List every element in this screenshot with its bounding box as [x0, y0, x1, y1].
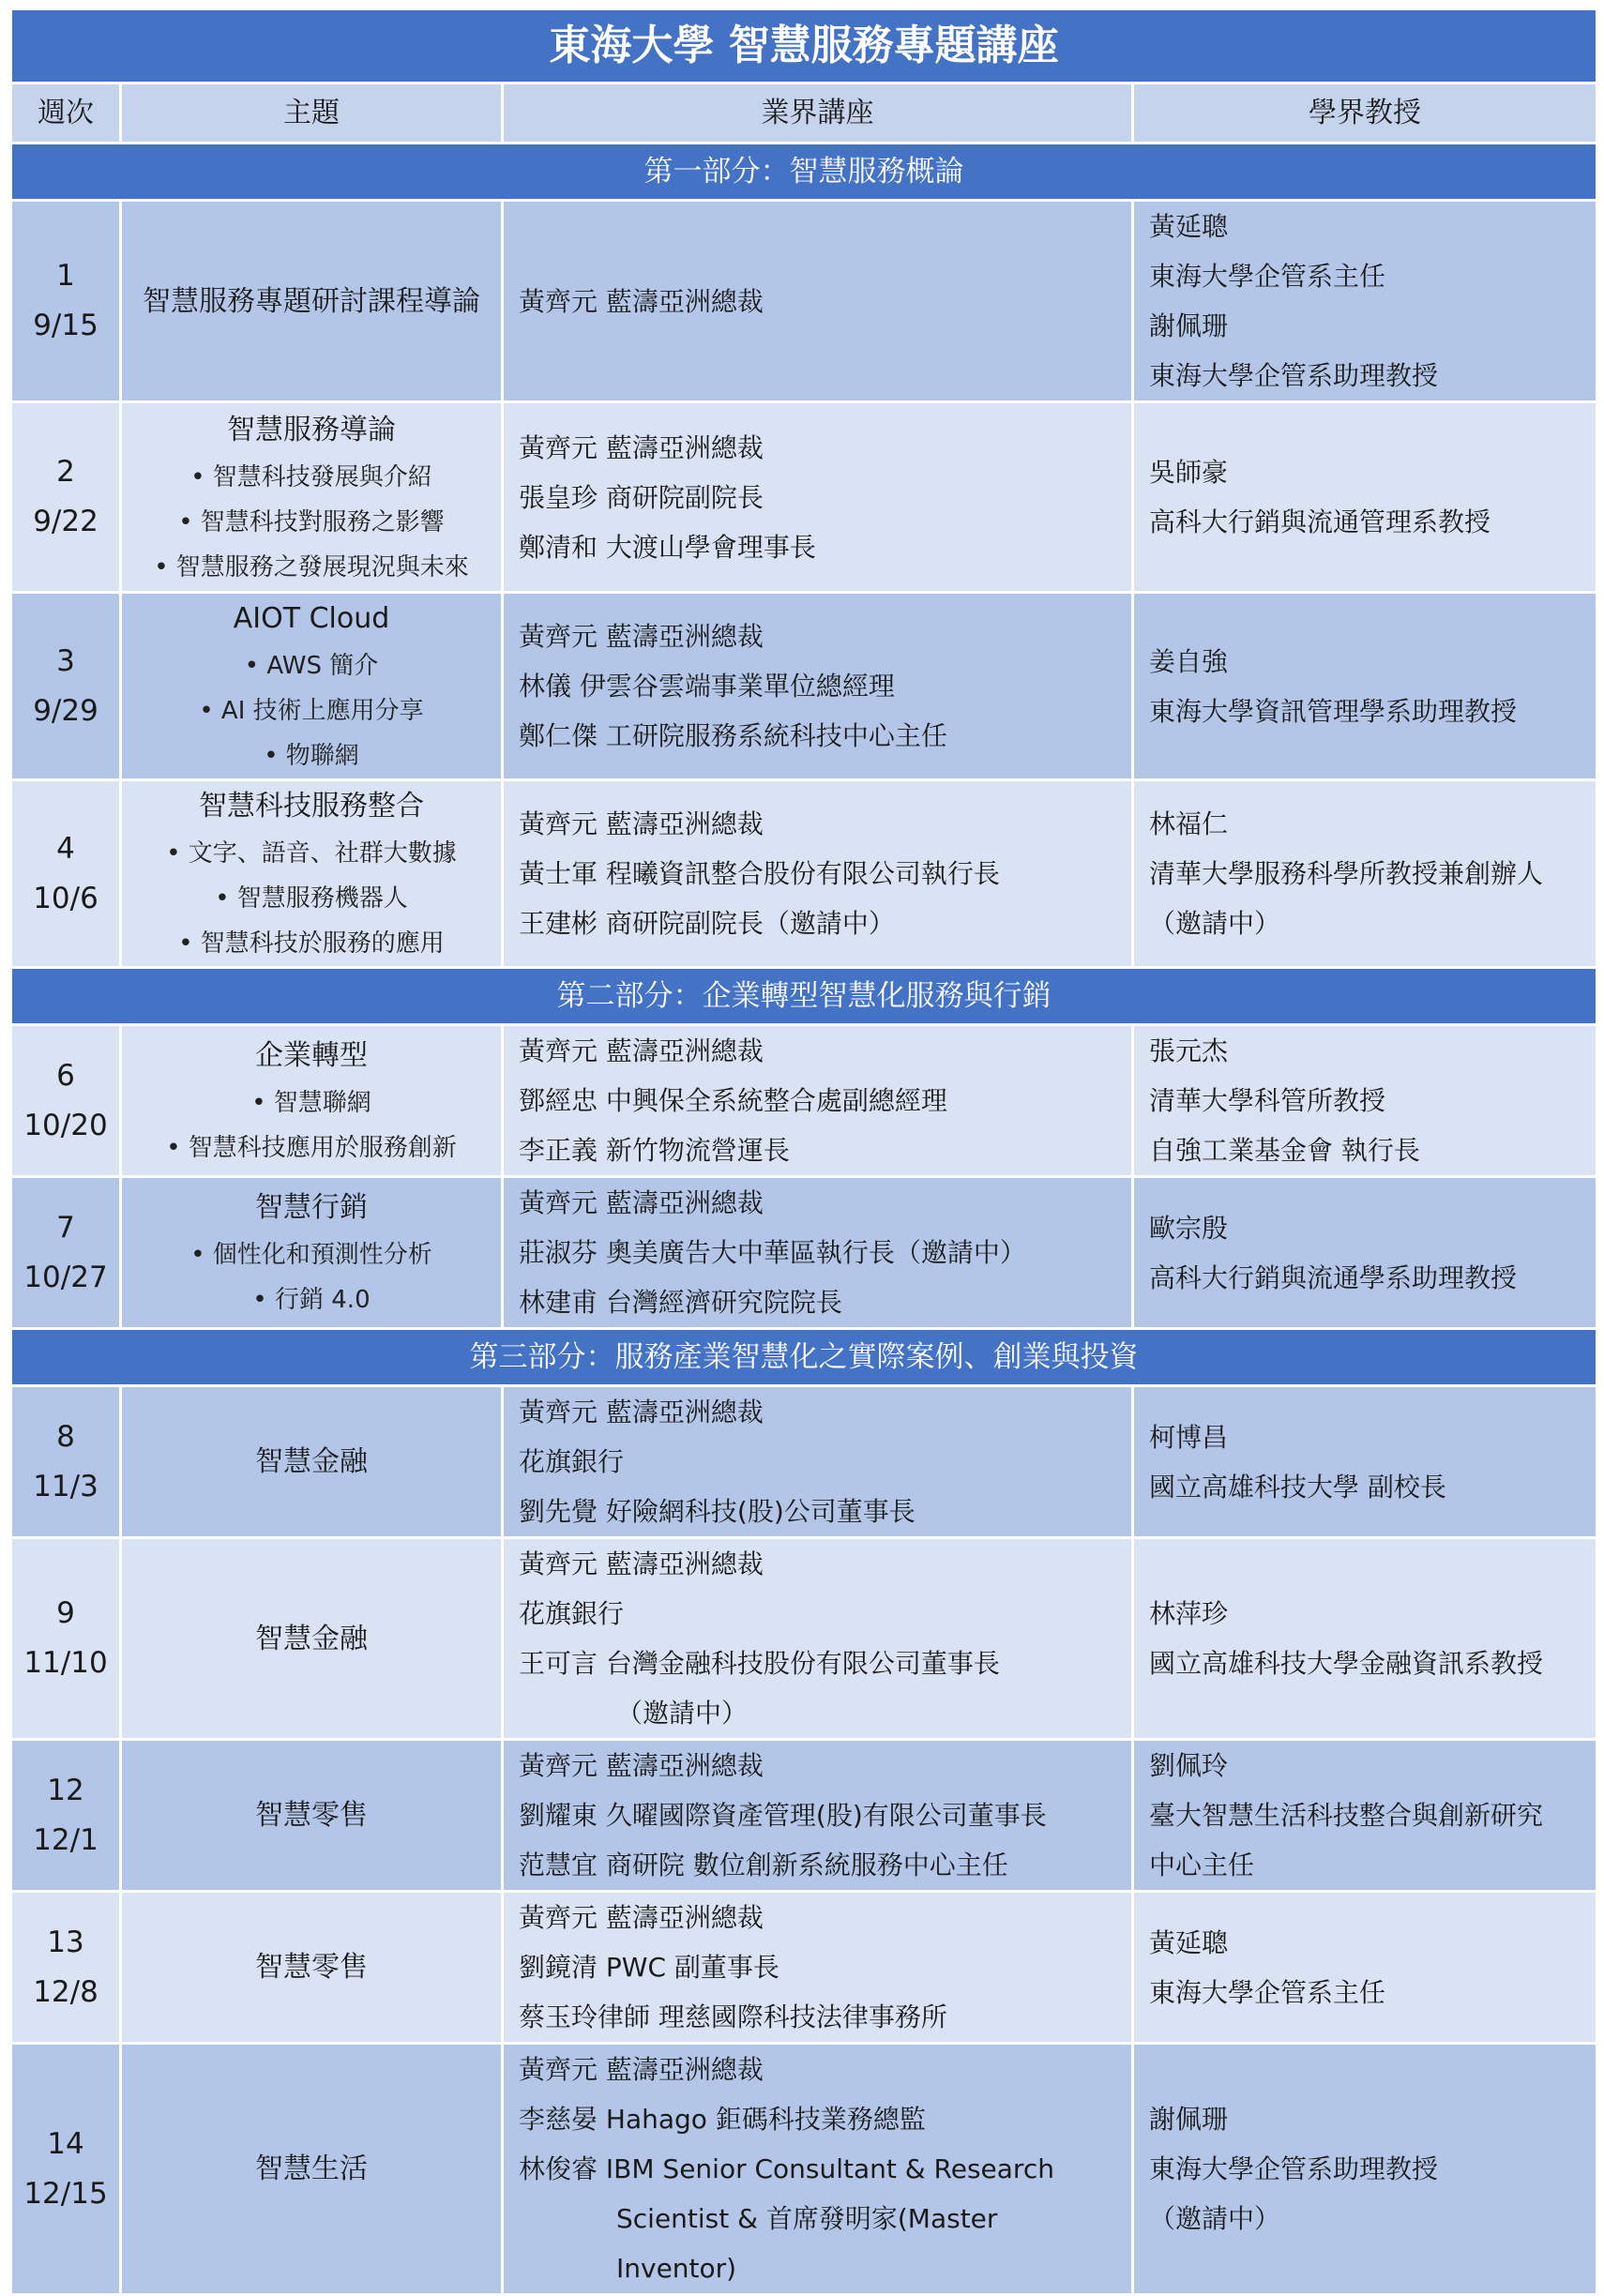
table-row	[11, 593, 1597, 780]
academic-cell	[1133, 402, 1597, 593]
week-date: 10/6	[33, 881, 98, 915]
academic-line: 黃延聰	[1149, 1926, 1229, 1958]
week-number: 12	[47, 1773, 84, 1807]
table-row	[11, 1177, 1597, 1329]
table-row	[11, 1025, 1597, 1177]
academic-line: 黃延聰	[1149, 211, 1229, 242]
table-row	[11, 1892, 1597, 2044]
topic-bullet: • 智慧科技對服務之影響	[178, 507, 445, 536]
academic-line: 清華大學科管所教授	[1149, 1085, 1386, 1116]
industry-cell	[503, 1892, 1133, 2044]
academic-cell	[1133, 1386, 1597, 1538]
industry-line: 黃齊元 藍濤亞洲總裁	[519, 1397, 764, 1427]
schedule-table	[9, 8, 1598, 2296]
week-date: 10/20	[23, 1108, 108, 1142]
table-row	[11, 1740, 1597, 1892]
academic-cell	[1133, 593, 1597, 780]
industry-cell	[503, 402, 1133, 593]
section-row	[11, 144, 1597, 201]
topic-title: 智慧零售	[255, 1951, 368, 1984]
week-date: 9/22	[33, 505, 98, 538]
topic-cell	[121, 2044, 503, 2295]
academic-cell	[1133, 1177, 1597, 1329]
week-cell	[11, 1892, 121, 2044]
week-number: 9	[56, 1596, 75, 1630]
week-cell	[11, 1740, 121, 1892]
academic-cell	[1133, 780, 1597, 968]
topic-cell	[121, 402, 503, 593]
academic-line: 歐宗殷	[1149, 1212, 1229, 1244]
industry-line: 王可言 台灣金融科技股份有限公司董事長	[519, 1648, 1000, 1679]
topic-bullet: • 智慧科技於服務的應用	[178, 929, 445, 958]
academic-line: 姜自強	[1149, 645, 1229, 677]
header-industry: 業界講座	[503, 83, 1133, 144]
week-number: 14	[47, 2126, 84, 2161]
industry-cell	[503, 1025, 1133, 1177]
academic-line: 東海大學企管系主任	[1149, 261, 1386, 292]
academic-line: 張元杰	[1149, 1035, 1229, 1066]
topic-cell	[121, 1740, 503, 1892]
page-title: 東海大學 智慧服務專題講座	[11, 9, 1597, 83]
topic-cell	[121, 1025, 503, 1177]
table-row	[11, 780, 1597, 968]
topic-title: 智慧行銷	[255, 1191, 368, 1224]
industry-line: 黃齊元 藍濤亞洲總裁	[519, 1035, 764, 1066]
week-number: 8	[56, 1419, 75, 1454]
industry-line: 黃齊元 藍濤亞洲總裁	[519, 431, 764, 463]
week-date: 12/8	[33, 1974, 98, 2009]
topic-bullet: • AI 技術上應用分享	[199, 697, 424, 725]
topic-title: 智慧零售	[255, 1799, 368, 1832]
academic-line: 自強工業基金會 執行長	[1149, 1135, 1420, 1166]
academic-line: 柯博昌	[1149, 1421, 1229, 1453]
academic-cell	[1133, 201, 1597, 402]
week-cell	[11, 593, 121, 780]
topic-bullet: • 智慧科技發展與介紹	[190, 462, 432, 491]
table-row	[11, 2044, 1597, 2295]
section-title: 第三部分：服務產業智慧化之實際案例、創業與投資	[11, 1329, 1597, 1386]
section-row	[11, 968, 1597, 1025]
academic-line: 東海大學企管系助理教授	[1149, 2153, 1439, 2184]
industry-line: 劉鏡清 PWC 副董事長	[519, 1952, 779, 1983]
academic-line: 臺大智慧生活科技整合與創新研究	[1149, 1800, 1544, 1831]
table-row	[11, 201, 1597, 402]
industry-line: 黃士軍 程曦資訊整合股份有限公司執行長	[519, 858, 1000, 889]
academic-line: 林萍珍	[1149, 1598, 1229, 1629]
schedule-document	[9, 8, 1596, 2296]
week-cell	[11, 201, 121, 402]
week-cell	[11, 1386, 121, 1538]
industry-line: 鄭清和 大渡山學會理事長	[519, 531, 816, 563]
industry-line: 王建彬 商研院副院長（邀請中）	[519, 908, 895, 939]
academic-cell	[1133, 1538, 1597, 1740]
topic-title: 智慧服務導論	[227, 413, 396, 446]
week-date: 11/10	[23, 1646, 108, 1680]
table-row	[11, 1538, 1597, 1740]
week-date: 12/1	[33, 1822, 98, 1857]
academic-line: 東海大學資訊管理學系助理教授	[1149, 695, 1518, 727]
week-date: 11/3	[33, 1469, 98, 1503]
industry-line: 劉耀東 久曜國際資產管理(股)有限公司董事長	[519, 1800, 1047, 1831]
topic-title: 企業轉型	[255, 1039, 368, 1072]
industry-line: 鄧經忠 中興保全系統整合處副總經理	[519, 1085, 947, 1116]
header-week: 週次	[11, 83, 121, 144]
academic-line: 高科大行銷與流通管理系教授	[1149, 506, 1491, 537]
industry-cell	[503, 201, 1133, 402]
week-cell	[11, 780, 121, 968]
week-cell	[11, 402, 121, 593]
section-row	[11, 1329, 1597, 1386]
industry-line: 黃齊元 藍濤亞洲總裁	[519, 808, 764, 839]
academic-line: 東海大學企管系助理教授	[1149, 360, 1439, 391]
industry-line: 黃齊元 藍濤亞洲總裁	[519, 2054, 764, 2085]
industry-line: 李慈晏 Hahago 鉅碼科技業務總監	[519, 2104, 926, 2135]
industry-cell	[503, 780, 1133, 968]
header-topic: 主題	[121, 83, 503, 144]
week-number: 7	[56, 1210, 75, 1245]
industry-line: 黃齊元 藍濤亞洲總裁	[519, 1548, 764, 1579]
week-number: 6	[56, 1058, 75, 1093]
industry-line: Inventor)	[616, 2253, 737, 2284]
industry-line: 范慧宜 商研院 數位創新系統服務中心主任	[519, 1850, 1008, 1881]
academic-line: 吳師豪	[1149, 457, 1229, 488]
industry-line: 花旗銀行	[519, 1598, 625, 1629]
industry-line: 黃齊元 藍濤亞洲總裁	[519, 285, 764, 317]
industry-line: （邀請中）	[616, 1698, 749, 1729]
section-title: 第一部分：智慧服務概論	[11, 144, 1597, 201]
week-number: 4	[56, 831, 75, 866]
academic-line: 國立高雄科技大學 副校長	[1149, 1471, 1446, 1503]
topic-bullet: • 智慧科技應用於服務創新	[166, 1134, 457, 1162]
topic-title: 智慧金融	[255, 1622, 368, 1655]
topic-title: 智慧服務專題研討課程導論	[143, 284, 480, 318]
industry-cell	[503, 1177, 1133, 1329]
section-title: 第二部分：企業轉型智慧化服務與行銷	[11, 968, 1597, 1025]
topic-cell	[121, 593, 503, 780]
week-date: 10/27	[23, 1260, 108, 1294]
academic-cell	[1133, 1025, 1597, 1177]
topic-title: 智慧科技服務整合	[199, 790, 424, 823]
week-cell	[11, 2044, 121, 2295]
week-date: 12/15	[23, 2176, 108, 2211]
week-cell	[11, 1025, 121, 1177]
industry-line: 鄭仁傑 工研院服務系統科技中心主任	[519, 720, 947, 751]
academic-line: 高科大行銷與流通學系助理教授	[1149, 1261, 1518, 1293]
industry-line: 林儀 伊雲谷雲端事業單位總經理	[519, 671, 895, 702]
academic-cell	[1133, 1892, 1597, 2044]
academic-line: 東海大學企管系主任	[1149, 1976, 1386, 2008]
industry-line: 莊淑芬 奧美廣告大中華區執行長（邀請中）	[519, 1237, 1026, 1268]
topic-cell	[121, 1177, 503, 1329]
topic-cell	[121, 780, 503, 968]
academic-line: 謝佩珊	[1149, 2104, 1229, 2135]
industry-cell	[503, 1386, 1133, 1538]
topic-cell	[121, 1892, 503, 2044]
week-date: 9/15	[33, 309, 98, 342]
topic-title: AIOT Cloud	[233, 602, 390, 635]
topic-title: 智慧金融	[255, 1445, 368, 1478]
industry-line: 黃齊元 藍濤亞洲總裁	[519, 1187, 764, 1218]
academic-line: 劉佩玲	[1149, 1750, 1229, 1781]
academic-cell	[1133, 1740, 1597, 1892]
week-cell	[11, 1177, 121, 1329]
topic-bullet: • 個性化和預測性分析	[190, 1241, 432, 1269]
table-row	[11, 402, 1597, 593]
academic-line: 中心主任	[1149, 1850, 1255, 1881]
industry-cell	[503, 2044, 1133, 2295]
topic-bullet: • AWS 簡介	[244, 652, 379, 680]
topic-bullet: • 智慧服務之發展現況與未來	[154, 552, 469, 582]
industry-line: 黃齊元 藍濤亞洲總裁	[519, 1902, 764, 1933]
topic-bullet: • 智慧服務機器人	[215, 884, 408, 913]
topic-cell	[121, 1538, 503, 1740]
industry-line: 張皇珍 商研院副院長	[519, 481, 764, 513]
academic-cell	[1133, 2044, 1597, 2295]
industry-cell	[503, 593, 1133, 780]
academic-line: 國立高雄科技大學金融資訊系教授	[1149, 1648, 1544, 1679]
industry-line: Scientist & 首席發明家(Master	[616, 2203, 998, 2234]
industry-line: 黃齊元 藍濤亞洲總裁	[519, 1750, 764, 1781]
academic-line: （邀請中）	[1149, 908, 1281, 939]
academic-line: 林福仁	[1149, 808, 1229, 839]
week-number: 13	[47, 1925, 84, 1959]
week-number: 2	[56, 455, 75, 489]
industry-cell	[503, 1740, 1133, 1892]
topic-bullet: • 文字、語音、社群大數據	[166, 839, 457, 868]
topic-cell	[121, 1386, 503, 1538]
academic-line: 清華大學服務科學所教授兼創辦人	[1149, 858, 1544, 889]
industry-line: 李正義 新竹物流營運長	[519, 1135, 790, 1166]
industry-line: 林俊睿 IBM Senior Consultant & Research	[519, 2153, 1054, 2184]
week-number: 3	[56, 643, 75, 678]
industry-line: 黃齊元 藍濤亞洲總裁	[519, 621, 764, 652]
industry-line: 花旗銀行	[519, 1446, 625, 1477]
week-number: 1	[56, 259, 75, 293]
table-row	[11, 1386, 1597, 1538]
header-academic: 學界教授	[1133, 83, 1597, 144]
industry-cell	[503, 1538, 1133, 1740]
header-row	[11, 83, 1597, 144]
academic-line: （邀請中）	[1149, 2203, 1281, 2234]
industry-line: 林建甫 台灣經濟研究院院長	[519, 1287, 842, 1318]
week-cell	[11, 1538, 121, 1740]
industry-line: 蔡玉玲律師 理慈國際科技法律事務所	[519, 2001, 947, 2032]
week-date: 9/29	[33, 693, 98, 728]
topic-cell	[121, 201, 503, 402]
topic-bullet: • 物聯網	[264, 742, 359, 770]
academic-line: 謝佩珊	[1149, 310, 1229, 341]
topic-title: 智慧生活	[255, 2152, 368, 2185]
topic-bullet: • 行銷 4.0	[252, 1286, 371, 1314]
topic-bullet: • 智慧聯網	[251, 1089, 371, 1117]
industry-line: 劉先覺 好險網科技(股)公司董事長	[519, 1496, 915, 1527]
